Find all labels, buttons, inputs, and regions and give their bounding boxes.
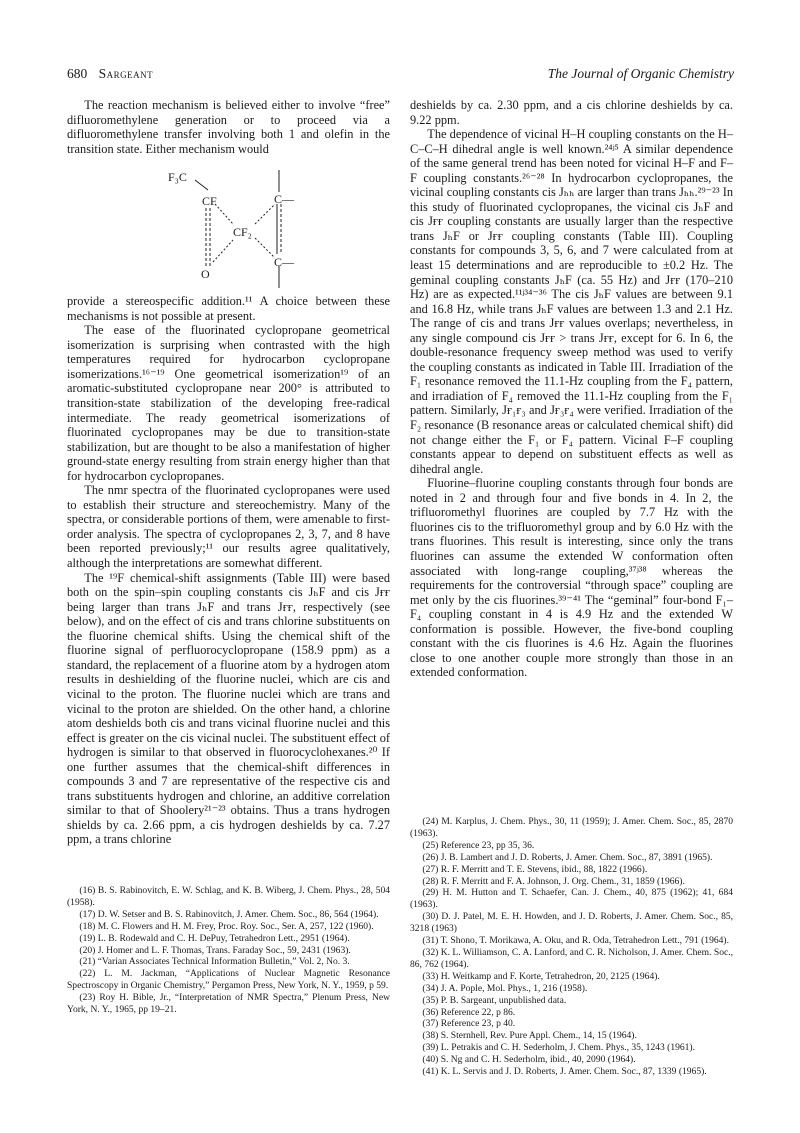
reference-27: (27) R. F. Merritt and T. E. Stevens, ibid., 88, 1822 (1966). (422, 863, 648, 875)
paragraph-coupling: The dependence of vicinal H–H coupling constants on the H–C–C–H dihedral angle is well known.²⁴ʲ⁵ A similar dependence of the same general trend has been noted for vicinal H–F and F–F coupling constants.²⁶⁻²⁸ In hydrocarbon cyclopropanes, the vicinal coupling constants cis Jₕₕ are larger than trans Jₕₕ.²⁹⁻²³ In this study of fluorinated cyclopropanes, the vicinal cis JₕF and cis Jғғ coupling constants are usually larger than the respective trans JₕF or Jғғ coupling constants (Table III). Coupling constants for compounds 3, 5, 6, and 7 were calculated from at least 15 determinations and are reproducible to ±0.2 Hz. The geminal coupling constants JₕF (ca. 55 Hz) and Jғғ (170–210 Hz) are as expected.¹¹ʲ³⁴⁻³⁶ The cis JₕF values are between 9.1 and 16.8 Hz, while trans JₕF values are between 1.3 and 2.1 Hz. The range of cis and trans Jғғ values overlaps; nevertheless, in any single compound cis Jғғ > trans Jғғ, except for 6. In 6, the double-resonance frequency sweep method was used to verify the coupling constants as indicated in Table III. Irradiation of the F₁ resonance removed the 11.1-Hz coupling from the F₄ pattern, and irradiation of F₄ removed the 11.1-Hz coupling from the F₁ pattern. Similarly, Jғ₁ғ₃ and Jғ₃ғ₄ were verified. Irradiation of the F₂ resonance (B resonance areas or calculated chemical shift) did not change either the F₁ or F₄ pattern. Vicinal F–F coupling constants appear to depend on substituent effects as well as dihedral angle. (410, 127, 733, 476)
paragraph-long-range: Fluorine–fluorine coupling constants through four bonds are noted in 2 and through four and five bonds in 4. In 2, the trifluoromethyl fluorines are coupled by 7.7 Hz with the fluorines cis to the trifluoromethyl group and by 6.0 Hz with the trans fluorines. This result is interesting, since only the trans fluorines can assume the extended W conformation often associated with long-range coupling,³⁷ʲ³⁸ whereas the requirements for the controversial “through space” coupling are met only by the cis fluorines.³⁹⁻⁴¹ The “geminal” four-bond F₁–F₄ coupling constant in 4 is 4.9 Hz and the extended W conformation is possible. However, the five-bond coupling constant with the cis fluorines is 4.6 Hz. Again the fluorines close to one another couple more strongly than those in an extended conformation. (410, 476, 733, 680)
running-author: Sargeant (98, 66, 154, 81)
reference-29: (29) H. M. Hutton and T. Schaefer, Can. J. Chem., 40, 875 (1962); 41, 684 (1963). (410, 887, 733, 911)
label-c-bottom: C— (274, 255, 295, 270)
paragraph-stereospecific: provide a stereospecific addition.¹¹ A choice between these mechanisms is not possible at present. (67, 294, 390, 323)
reference-33: (33) H. Weitkamp and F. Korte, Tetrahedron, 20, 2125 (1964). (422, 970, 660, 982)
reference-32: (32) K. L. Williamson, C. A. Lanford, and C. R. Nicholson, J. Amer. Chem. Soc., 86, 762 (1964). (410, 946, 733, 970)
header-left (67, 66, 153, 82)
label-c-top: C— (274, 192, 295, 207)
paragraph-mechanism: The reaction mechanism is believed either to involve “free” difluoromethylene generation or to proceed via a difluoromethylene transfer involving both 1 and olefin in the transition state. Either mechanism would (67, 98, 390, 156)
left-column (67, 98, 390, 847)
reference-31: (31) T. Shono, T. Morikawa, A. Oku, and R. Oda, Tetrahedron Lett., 791 (1964). (422, 935, 729, 947)
reference-39: (39) L. Petrakis and C. H. Sederholm, J. Chem. Phys., 35, 1243 (1961). (422, 1042, 696, 1054)
reference-20: (20) J. Homer and L. F. Thomas, Trans. Faraday Soc., 59, 2431 (1963). (79, 944, 351, 956)
references-left (67, 885, 390, 1016)
paragraph-isomerization: The ease of the fluorinated cyclopropane geometrical isomerization is surprising when contrasted with the high temperatures required for hydrocarbon cyclopropane isomerizations.¹⁶⁻¹⁹ One geometrical isomerization¹⁹ of an aromatic-substituted cyclopropane near 200° is attributed to transition-state stabilization of the developing free-radical intermediate. The ready geometrical isomerizations of fluorinated cyclopropanes may be due to transition-state stabilization, but are thought to be also a manifestation of higher ground-state energy resulting from strain energy higher than that for hydrocarbon cyclopropanes. (67, 323, 390, 483)
reference-24: (24) M. Karplus, J. Chem. Phys., 30, 11 (1959); J. Amer. Chem. Soc., 85, 2870 (1963). (410, 816, 733, 839)
reference-25: (25) Reference 23, pp 35, 36. (422, 839, 535, 851)
reference-22: (22) L. M. Jackman, “Applications of Nuclear Magnetic Resonance Spectroscopy in Organic Chemistry,” Pergamon Press, New York, N. Y., 1959, p 59. (67, 968, 390, 992)
reference-19: (19) L. B. Rodewald and C. H. DePuy, Tetrahedron Lett., 2951 (1964). (79, 932, 350, 944)
reference-28: (28) R. F. Merritt and F. A. Johnson, J. Org. Chem., 31, 1859 (1966). (422, 875, 685, 887)
transition-state-structure (67, 156, 390, 294)
transition-state-figure (67, 156, 390, 294)
label-cf2: CF₂ (233, 225, 252, 240)
reference-36: (36) Reference 22, p 86. (422, 1006, 516, 1018)
reference-34: (34) J. A. Pople, Mol. Phys., 1, 216 (1958). (422, 982, 588, 994)
reference-38: (38) S. Sternhell, Rev. Pure Appl. Chem., 14, 15 (1964). (422, 1030, 637, 1042)
reference-16: (16) B. S. Rabinovitch, E. W. Schlag, and K. B. Wiberg, J. Chem. Phys., 28, 504 (1958). (67, 885, 390, 908)
reference-17: (17) D. W. Setser and B. S. Rabinovitch, J. Amer. Chem. Soc., 86, 564 (1964). (79, 908, 379, 920)
paragraph-nmr: The nmr spectra of the fluorinated cyclopropanes were used to establish their structure and stereochemistry. Many of the spectra, or considerable portions of them, were amenable to first-order analysis. The spectra of cyclopropanes 2, 3, 7, and 8 have been reported previously;¹¹ our results agree qualitatively, although the interpretations are somewhat different. (67, 483, 390, 571)
label-cf: CF (202, 194, 217, 209)
reference-37: (37) Reference 23, p 40. (422, 1018, 516, 1030)
label-o: O (201, 267, 210, 282)
references-right (410, 816, 733, 1078)
reference-21: (21) “Varian Associates Technical Information Bulletin,” Vol. 2, No. 3. (79, 956, 350, 968)
reference-18: (18) M. C. Flowers and H. M. Frey, Proc. Roy. Soc., Ser. A, 257, 122 (1960). (79, 920, 374, 932)
journal-title: The Journal of Organic Chemistry (547, 66, 734, 81)
page-number: 680 (67, 66, 88, 81)
reference-26: (26) J. B. Lambert and J. D. Roberts, J. Amer. Chem. Soc., 87, 3891 (1965). (422, 851, 713, 863)
reference-40: (40) S. Ng and C. H. Sederholm, ibid., 40, 2090 (1964). (422, 1054, 636, 1066)
reference-23: (23) Roy H. Bible, Jr., “Interpretation of NMR Spectra,” Plenum Press, New York, N. Y., 1965, pp 19–21. (67, 992, 390, 1016)
reference-35: (35) P. B. Sargeant, unpublished data. (422, 994, 567, 1006)
paragraph-chemical-shift: The ¹⁹F chemical-shift assignments (Table III) were based both on the spin–spin coupling constants cis JₕF and cis Jғғ being larger than trans JₕF and trans Jғғ, respectively (see below), and on the effect of cis and trans chlorine substituents on the fluorine chemical shifts. Using the chemical shift of the fluorine signal of perfluorocyclopropane (158.9 ppm) as a standard, the replacement of a fluorine atom by a hydrogen atom results in deshielding of the fluorine nuclei, which are cis and vicinal to the proton. The fluorine nuclei which are trans and vicinal to the proton are shielded. On the other hand, a chlorine atom deshields both cis and trans vicinal fluorine nuclei and this effect is greater on the cis vicinal nuclei. The substituent effect of hydrogen is similar to that observed in fluorocyclohexanes.²⁰ If one further assumes that the chemical-shift differences in compounds 3 and 7 are representative of the respective cis and trans substituents hydrogen and chlorine, an additive correlation similar to that of Shoolery²¹⁻²³ obtains. Thus a trans hydrogen shields by ca. 2.66 ppm, a cis hydrogen deshields by ca. 7.27 ppm, a trans chlorine (67, 570, 390, 847)
running-header (67, 66, 734, 86)
right-column (410, 98, 733, 680)
label-f3c: F₃C (168, 170, 187, 185)
reference-30: (30) D. J. Patel, M. E. H. Howden, and J. D. Roberts, J. Amer. Chem. Soc., 85, 3218 (1963) (410, 911, 733, 935)
reference-41: (41) K. L. Servis and J. D. Roberts, J. Amer. Chem. Soc., 87, 1339 (1965). (422, 1066, 707, 1078)
paragraph-deshields: deshields by ca. 2.30 ppm, and a cis chlorine deshields by ca. 9.22 ppm. (410, 98, 733, 127)
